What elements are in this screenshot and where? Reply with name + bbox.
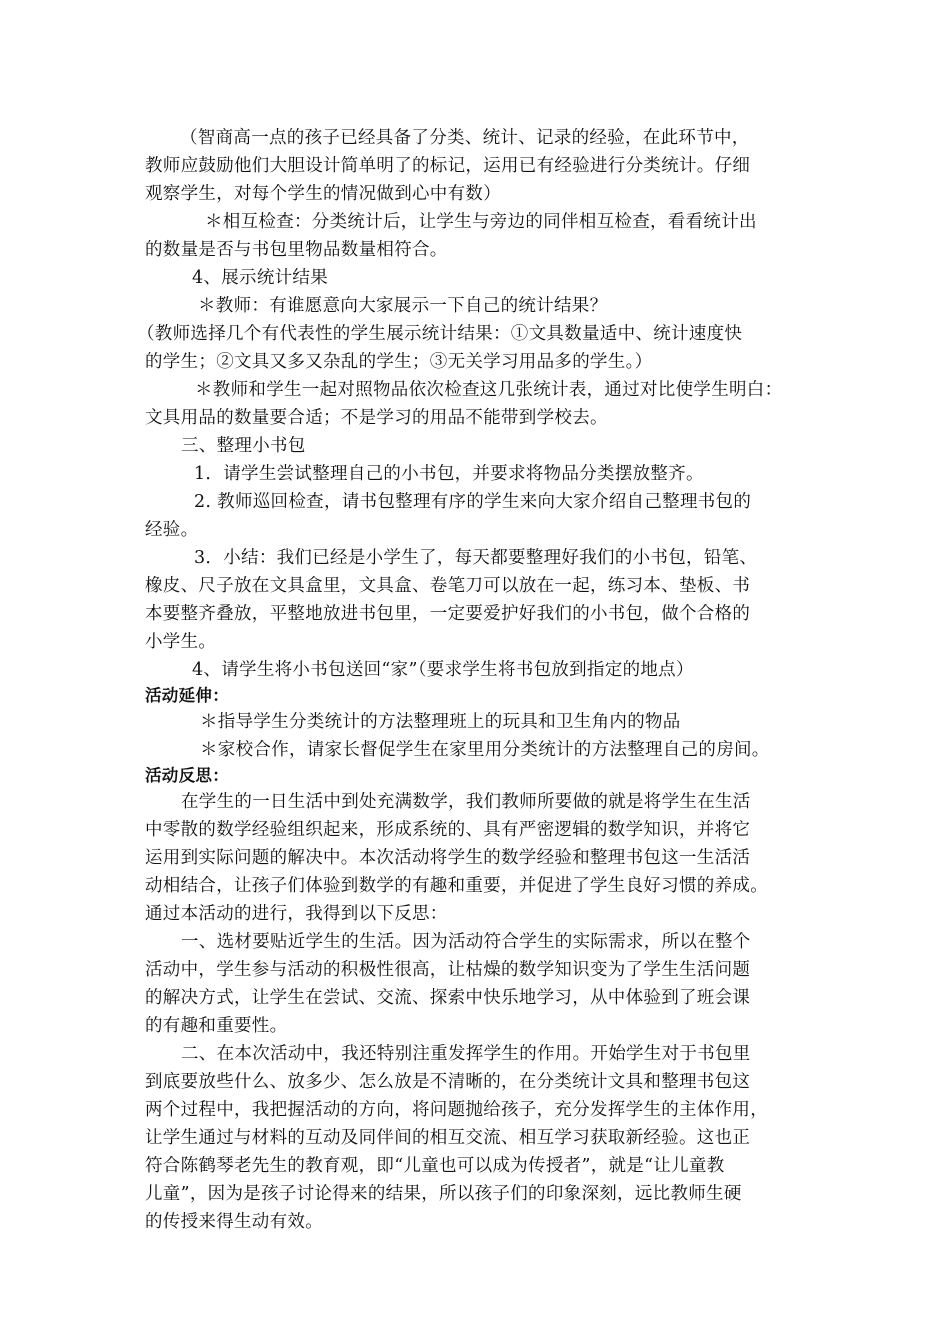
text-line: 橡皮、尺子放在文具盒里，文具盒、卷笔刀可以放在一起，练习本、垫板、书 [145, 576, 751, 596]
text-line: 的解决方式，让学生在尝试、交流、探索中快乐地学习，从中体验到了班会课 [145, 988, 751, 1008]
text-line: 在学生的一日生活中到处充满数学，我们教师所要做的就是将学生在生活 [181, 792, 751, 812]
text-line: 的传授来得生动有效。 [145, 1212, 323, 1232]
text-line: 到底要放些什么、放多少、怎么放是不清晰的，在分类统计文具和整理书包这 [145, 1072, 751, 1092]
text-line: 4、请学生将小书包送回“家”（要求学生将书包放到指定的地点） [192, 660, 694, 680]
text-line: ＊相互检查：分类统计后，让学生与旁边的同伴相互检查，看看统计出 [205, 212, 757, 232]
text-line: 儿童”，因为是孩子讨论得来的结果，所以孩子们的印象深刻，远比教师生硬 [145, 1184, 742, 1204]
text-line: ＊教师和学生一起对照物品依次检查这几张统计表，通过对比使学生明白： [195, 380, 783, 400]
section-heading-reflection: 活动反思： [145, 766, 229, 785]
text-line: 两个过程中，我把握活动的方向，将问题抛给孩子，充分发挥学生的主体作用， [145, 1100, 768, 1120]
section-heading: 4、展示统计结果 [192, 268, 329, 288]
text-line: 运用到实际问题的解决中。本次活动将学生的数学经验和整理书包这一生活活 [145, 848, 751, 868]
text-line: 2. 教师巡回检查，请书包整理有序的学生来向大家介绍自己整理书包的 [194, 492, 752, 512]
text-line: 通过本活动的进行，我得到以下反思： [145, 904, 448, 924]
text-line: 经验。 [145, 520, 199, 540]
text-line: 二、在本次活动中，我还特别注重发挥学生的作用。开始学生对于书包里 [181, 1044, 751, 1064]
text-line: 3．小结：我们已经是小学生了，每天都要整理好我们的小书包，铅笔、 [194, 548, 758, 568]
text-line: 小学生。 [145, 632, 217, 652]
text-line: 动相结合，让孩子们体验到数学的有趣和重要，并促进了学生良好习惯的养成。 [145, 876, 768, 896]
text-line: （智商高一点的孩子已经具备了分类、统计、记录的经验，在此环节中， [180, 128, 750, 148]
section-heading: 三、整理小书包 [181, 436, 306, 456]
text-line: ＊教师：有谁愿意向大家展示一下自己的统计结果？ [198, 296, 608, 316]
text-line: 教师应鼓励他们大胆设计简单明了的标记，运用已有经验进行分类统计。仔细 [145, 156, 751, 176]
text-line: （教师选择几个有代表性的学生展示统计结果：①文具数量适中、统计速度快 [137, 324, 743, 344]
text-line: 符合陈鹤琴老先生的教育观，即“儿童也可以成为传授者”，就是“让儿童教 [145, 1156, 725, 1176]
text-line: 的数量是否与书包里物品数量相符合。 [145, 240, 448, 260]
text-line: ＊家校合作，请家长督促学生在家里用分类统计的方法整理自己的房间。 [200, 740, 770, 760]
text-line: 本要整齐叠放，平整地放进书包里，一定要爱护好我们的小书包，做个合格的 [145, 604, 751, 624]
text-line: 活动中，学生参与活动的积极性很高，让枯燥的数学知识变为了学生生活问题 [145, 960, 751, 980]
text-line: 中零散的数学经验组织起来，形成系统的、具有严密逻辑的数学知识，并将它 [145, 820, 751, 840]
text-line: 1．请学生尝试整理自己的小书包，并要求将物品分类摆放整齐。 [194, 464, 704, 484]
text-line: 观察学生，对每个学生的情况做到心中有数） [145, 184, 501, 204]
text-line: 的有趣和重要性。 [145, 1016, 288, 1036]
section-heading-extension: 活动延伸： [145, 686, 229, 705]
text-line: 一、选材要贴近学生的生活。因为活动符合学生的实际需求，所以在整个 [181, 932, 751, 952]
text-line: ＊指导学生分类统计的方法整理班上的玩具和卫生角内的物品 [200, 712, 681, 732]
text-line: 让学生通过与材料的互动及同伴间的相互交流、相互学习获取新经验。这也正 [145, 1128, 751, 1148]
text-line: 文具用品的数量要合适；不是学习的用品不能带到学校去。 [145, 408, 608, 428]
text-line: 的学生；②文具又多又杂乱的学生；③无关学习用品多的学生。） [145, 352, 653, 372]
